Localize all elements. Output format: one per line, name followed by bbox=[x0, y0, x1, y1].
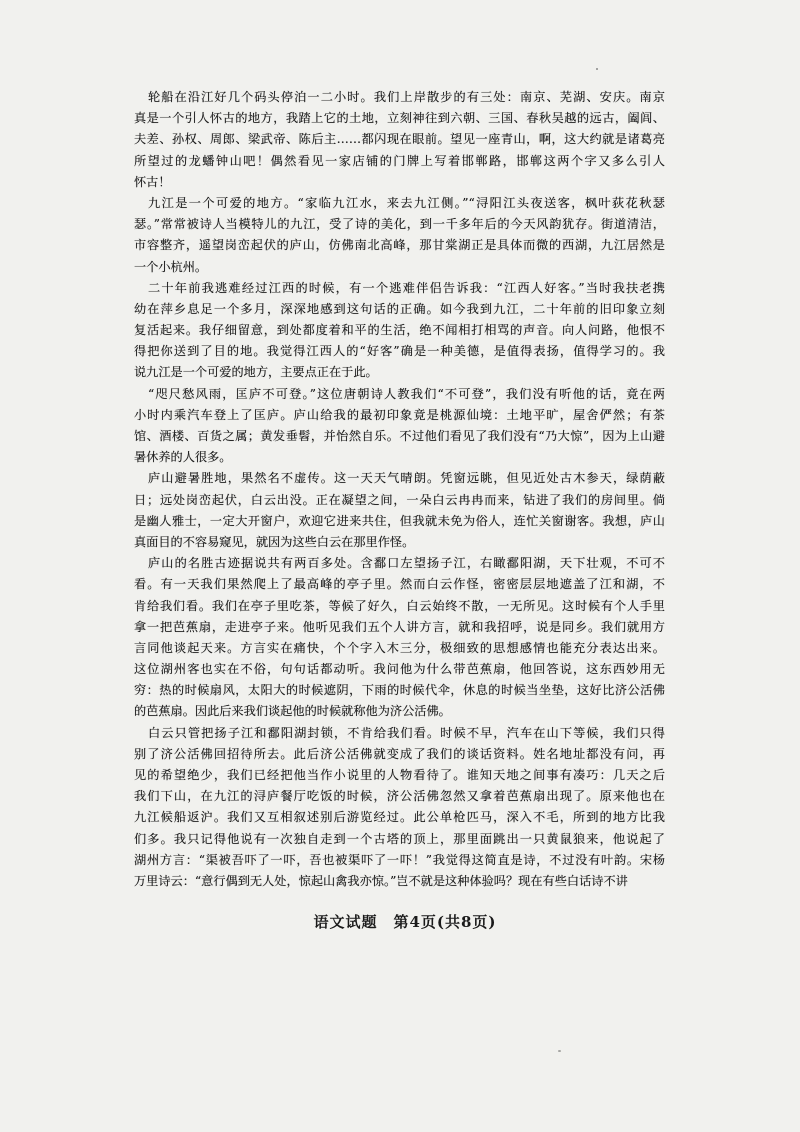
text-line: 万里诗云：“意行偶到无人处，惊起山禽我亦惊。”岂不就是这种体验吗？现在有些白话诗不讲 bbox=[134, 873, 628, 888]
text-line: 见的希望绝少，我们已经把他当作小说里的人物看待了。谁知天地之间事有凑巧：几天之后 bbox=[134, 768, 665, 782]
text-line: 看。有一天我们果然爬上了最高峰的亭子里。然而白云作怪，密密层层地遮盖了江和湖，不 bbox=[134, 577, 665, 592]
text-line: 湖州方言：“渠被吾吓了一吓，吾也被渠吓了一吓！”我觉得这简直是诗，不过没有叶韵。宋杨 bbox=[134, 852, 665, 867]
paragraph bbox=[134, 193, 665, 278]
text-line: 夫差、孙权、周郎、梁武帝、陈后主……都闪现在眼前。望见一座青山，啊，这大约就是诸葛亮 bbox=[134, 132, 665, 147]
text-line: 馆、酒楼、百货之属；黄发垂髫，并怡然自乐。不过他们看见了我们没有“乃大惊”，因为上山避 bbox=[134, 429, 665, 443]
text-line: 瑟。”常常被诗人当模特儿的九江，受了诗的美化，到一千多年后的今天风韵犹存。街道清洁， bbox=[134, 217, 665, 232]
text-line: 是幽人雅士，一定大开窗户，欢迎它进来共住，但我就未免为俗人，连忙关窗谢客。我想，庐山 bbox=[134, 513, 665, 528]
text-line: “咫尺愁风雨，匡庐不可登。”这位唐朝诗人教我们“不可登”，我们没有听他的话，竟在两 bbox=[148, 386, 665, 401]
page-footer: 语文试题 第4页(共8页) bbox=[313, 913, 497, 931]
text-line: 九江是一个可爱的地方。“家临九江水，来去九江侧。”“浔阳江头夜送客，枫叶荻花秋瑟 bbox=[148, 195, 665, 210]
text-line: 言同他谈起天来。方言实在痛快，个个字入木三分，极细致的思想感情也能充分表达出来。 bbox=[134, 640, 665, 655]
paragraph bbox=[134, 278, 665, 384]
text-line: 的芭蕉扇。因此后来我们谈起他的时候就称他为济公活佛。 bbox=[134, 704, 451, 719]
text-line: 穷：热的时候扇风，太阳大的时候遮阴，下雨的时候代伞，休息的时候当坐垫，这好比济公活佛 bbox=[134, 683, 665, 698]
scan-speck bbox=[596, 68, 598, 70]
text-line: 真面目的不容易窥见，就因为这些白云在那里作怪。 bbox=[134, 534, 415, 549]
text-line: 暑休养的人很多。 bbox=[134, 450, 232, 465]
text-line: 庐山的名胜古迹据说共有两百多处。含鄱口左望扬子江，右瞰鄱阳湖，天下壮观，不可不 bbox=[148, 556, 665, 571]
text-line: 拿一把芭蕉扇，走进亭子来。他听见我们五个人讲方言，就和我招呼，说是同乡。我们就用方 bbox=[134, 619, 665, 634]
text-line: 二十年前我逃难经过江西的时候，有一个逃难伴侣告诉我：“江西人好客。”当时我扶老携 bbox=[148, 280, 665, 295]
text-line: 轮船在沿江好几个码头停泊一二小时。我们上岸散步的有三处：南京、芜湖、安庆。南京 bbox=[148, 90, 665, 104]
text-line: 真是一个引人怀古的地方，我踏上它的土地，立刻神往到六朝、三国、春秋吴越的远古，阖闾、 bbox=[134, 111, 665, 126]
text-line: 一个小杭州。 bbox=[134, 259, 208, 274]
paragraph bbox=[134, 553, 665, 723]
text-line: 怀古！ bbox=[134, 174, 171, 189]
text-line: 别了济公活佛回招待所去。此后济公活佛就变成了我们的谈话资料。姓名地址都没有问，再 bbox=[134, 746, 665, 761]
paragraph bbox=[134, 87, 665, 193]
text-line: 白云只管把扬子江和鄱阳湖封锁，不肯给我们看。时候不早，汽车在山下等候，我们只得 bbox=[148, 725, 665, 740]
text-line: 我们下山，在九江的浔庐餐厅吃饭的时候，济公活佛忽然又拿着芭蕉扇出现了。原来他也在 bbox=[134, 789, 665, 804]
text-line: 得把你送到了目的地。我觉得江西人的“好客”确是一种美德，是值得表扬，值得学习的。我 bbox=[134, 344, 665, 359]
text-line: 这位湖州客也实在不俗，句句话都动听。我问他为什么带芭蕉扇，他回答说，这东西妙用无 bbox=[134, 662, 665, 677]
scan-speck bbox=[558, 1050, 561, 1052]
text-line: 市容整齐，遥望岗峦起伏的庐山，仿佛南北高峰，那甘棠湖正是具体而微的西湖，九江居然是 bbox=[134, 238, 665, 253]
text-line: 说九江是一个可爱的地方，主要点正在于此。 bbox=[134, 365, 378, 380]
paragraph bbox=[134, 468, 665, 553]
text-line: 庐山避暑胜地，果然名不虚传。这一天天气晴朗。凭窗远眺，但见近处古木参天，绿荫蔽 bbox=[148, 471, 665, 486]
article-body bbox=[134, 87, 665, 892]
text-line: 所望过的龙蟠钟山吧！偶然看见一家店铺的门牌上写着邯郸路，邯郸这两个字又多么引人 bbox=[134, 153, 665, 168]
text-line: 九江候船返沪。我们又互相叙述别后游览经过。此公单枪匹马，深入不毛，所到的地方比我 bbox=[134, 810, 665, 825]
text-line: 复活起来。我仔细留意，到处都度着和平的生活，绝不闻相打相骂的声音。向人问路，他恨不 bbox=[134, 323, 665, 338]
paragraph bbox=[134, 384, 665, 469]
paragraph bbox=[134, 723, 665, 893]
text-line: 日；远处岗峦起伏，白云出没。正在凝望之间，一朵白云冉冉而来，钻进了我们的房间里。倘 bbox=[134, 492, 665, 507]
text-line: 们多。我只记得他说有一次独自走到一个古塔的顶上，那里面跳出一只黄鼠狼来，他说起了 bbox=[134, 831, 665, 846]
text-line: 肯给我们看。我们在亭子里吃茶，等候了好久，白云始终不散，一无所见。这时候有个人手里 bbox=[134, 598, 665, 613]
text-line: 幼在萍乡息足一个多月，深深地感到这句话的正确。如今我到九江，二十年前的旧印象立刻 bbox=[134, 301, 665, 316]
text-line: 小时内乘汽车登上了匡庐。庐山给我的最初印象竟是桃源仙境：土地平旷，屋舍俨然；有茶 bbox=[134, 407, 665, 422]
